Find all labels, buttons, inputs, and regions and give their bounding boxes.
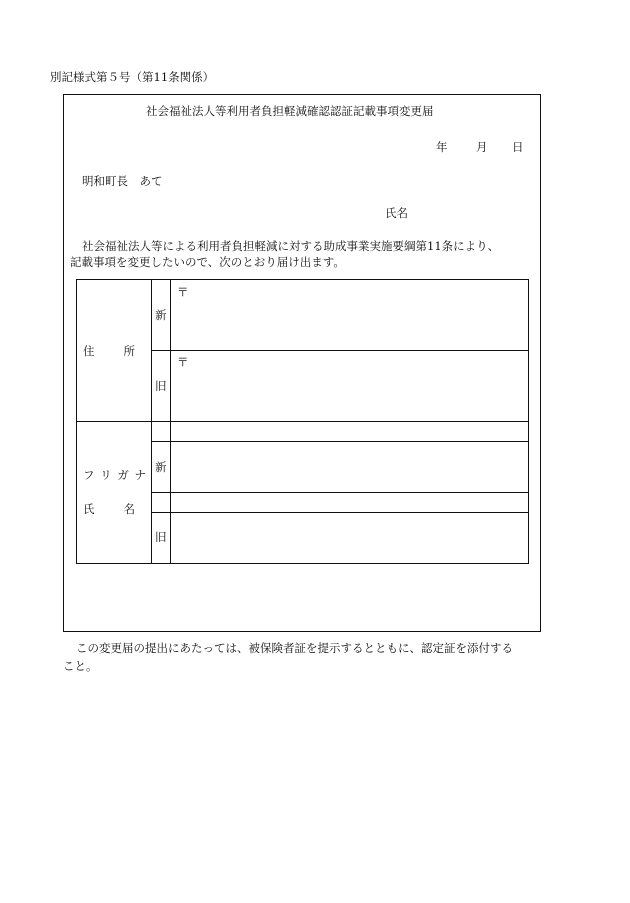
furigana-label: フ リ ガ ナ bbox=[83, 468, 147, 482]
name-old-label: 旧 bbox=[155, 530, 167, 544]
date-month: 月 bbox=[476, 140, 488, 154]
address-label: 住 所 bbox=[83, 344, 137, 358]
address-old-label: 旧 bbox=[155, 379, 167, 393]
footer-note-line-1: この変更届の提出にあたっては、被保険者証を提示するとともに、認定証を添付する bbox=[76, 641, 513, 655]
applicant-name-label: 氏名 bbox=[385, 206, 408, 220]
address-new-label: 新 bbox=[155, 308, 167, 322]
change-details-table bbox=[76, 279, 529, 564]
section-divider bbox=[77, 421, 528, 422]
name-new-divider bbox=[151, 492, 528, 493]
furigana-old-divider bbox=[151, 512, 528, 513]
address-new-postal-mark: 〒 bbox=[177, 285, 189, 299]
furigana-new-divider bbox=[151, 441, 528, 442]
name-label: 氏 名 bbox=[83, 502, 137, 516]
form-title: 社会福祉法人等利用者負担軽減確認認証記載事項変更届 bbox=[146, 104, 434, 118]
date-year: 年 bbox=[436, 140, 448, 154]
addressee: 明和町長 あて bbox=[82, 174, 163, 188]
footer-note-line-2: こと。 bbox=[63, 659, 98, 673]
date-day: 日 bbox=[512, 140, 524, 154]
name-new-label: 新 bbox=[155, 460, 167, 474]
form-number-label: 別記様式第５号（第11条関係） bbox=[50, 70, 215, 84]
body-text-line-1: 社会福祉法人等による利用者負担軽減に対する助成事業実施要綱第11条により、 bbox=[82, 239, 500, 253]
address-old-postal-mark: 〒 bbox=[177, 355, 189, 369]
body-text-line-2: 記載事項を変更したいので、次のとおり届け出ます。 bbox=[70, 255, 345, 269]
address-row-divider bbox=[151, 350, 528, 351]
